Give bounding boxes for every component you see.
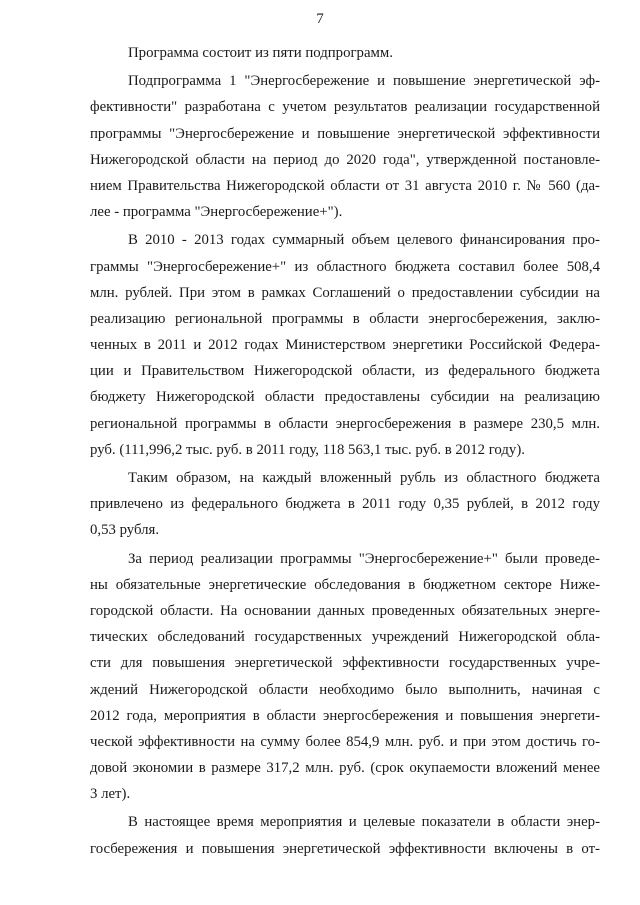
paragraph-line: ждений Нижегородской области необходимо было выполнить, начиная с bbox=[90, 681, 600, 698]
paragraph-line: бюджету Нижегородской области предоставлены субсидии на реализацию bbox=[90, 389, 600, 406]
paragraph-line: млн. рублей. При этом в рамках Соглашений о предоставлении субсидии на bbox=[90, 284, 600, 301]
paragraph-line: Таким образом, на каждый вложенный рубль из областного бюджета bbox=[128, 470, 600, 486]
paragraph-line: 0,53 рубля. bbox=[90, 522, 160, 539]
paragraph-line: сти для повышения энергетической эффективности государственных учре- bbox=[90, 655, 600, 672]
paragraph-line: госбережения и повышения энергетической эффективности включены в от- bbox=[90, 840, 600, 857]
paragraph-line: В настоящее время мероприятия и целевые показатели в области энер- bbox=[128, 814, 600, 831]
paragraph-line: руб. (111,996,2 тыс. руб. в 2011 году, 118 563,1 тыс. руб. в 2012 году). bbox=[90, 441, 525, 458]
paragraph-line: нием Правительства Нижегородской области от 31 августа 2010 г. № 560 (да- bbox=[90, 177, 600, 194]
paragraph-line: привлечено из федерального бюджета в 2011 году 0,35 рублей, в 2012 году bbox=[90, 496, 600, 513]
paragraph-line: Нижегородской области на период до 2020 года", утвержденной постановле- bbox=[90, 151, 600, 168]
paragraph bbox=[90, 40, 600, 66]
paragraph-line: региональной программы в области энергосбережения в размере 230,5 млн. bbox=[90, 415, 600, 432]
paragraph-line: программы "Энергосбережение и повышение энергетической эффективности bbox=[90, 125, 600, 142]
paragraph-line: ции и Правительством Нижегородской области, из федерального бюджета bbox=[90, 363, 600, 380]
paragraph-line: ченных в 2011 и 2012 годах Министерством энергетики Российской Федера- bbox=[90, 337, 600, 354]
paragraph-line: граммы "Энергосбережение+" из областного бюджета составил более 508,4 bbox=[90, 258, 600, 275]
paragraph bbox=[90, 465, 600, 544]
paragraph-line: лее - программа "Энергосбережение+"). bbox=[90, 204, 343, 221]
paragraph bbox=[90, 546, 600, 808]
paragraph-line: 2012 года, мероприятия в области энергосбережения и повышения энергети- bbox=[90, 707, 600, 724]
paragraph bbox=[90, 227, 600, 463]
paragraph-line: Программа состоит из пяти подпрограмм. bbox=[128, 45, 393, 61]
page-number: 7 bbox=[316, 11, 324, 27]
paragraph-line: ны обязательные энергетические обследования в бюджетном секторе Нижe- bbox=[90, 576, 600, 593]
paragraph-line: фективности" разработана с учетом результатов реализации государственной bbox=[90, 99, 600, 116]
paragraph-line: ческой эффективности на сумму более 854,9 млн. руб. и при этом достичь го- bbox=[90, 733, 600, 750]
paragraph bbox=[90, 68, 600, 225]
body-text bbox=[90, 40, 600, 864]
paragraph-line: реализацию региональной программы в области энергосбережения, заклю- bbox=[90, 310, 600, 327]
paragraph-line: 3 лет). bbox=[90, 786, 131, 803]
paragraph-line: В 2010 - 2013 годах суммарный объем целевого финансирования про- bbox=[128, 232, 600, 249]
paragraph-line: тических обследований государственных учреждений Нижегородской обла- bbox=[90, 629, 600, 646]
paragraph bbox=[90, 809, 600, 861]
paragraph-line: довой экономии в размере 317,2 млн. руб. (срок окупаемости вложений менее bbox=[90, 760, 600, 777]
paragraph-line: городской области. На основании данных проведенных обязательных энерге- bbox=[90, 602, 600, 619]
paragraph-line: Подпрограмма 1 "Энергосбережение и повышение энергетической эф- bbox=[128, 73, 600, 90]
paragraph-line: За период реализации программы "Энергосбережение+" были проведе- bbox=[128, 550, 600, 567]
